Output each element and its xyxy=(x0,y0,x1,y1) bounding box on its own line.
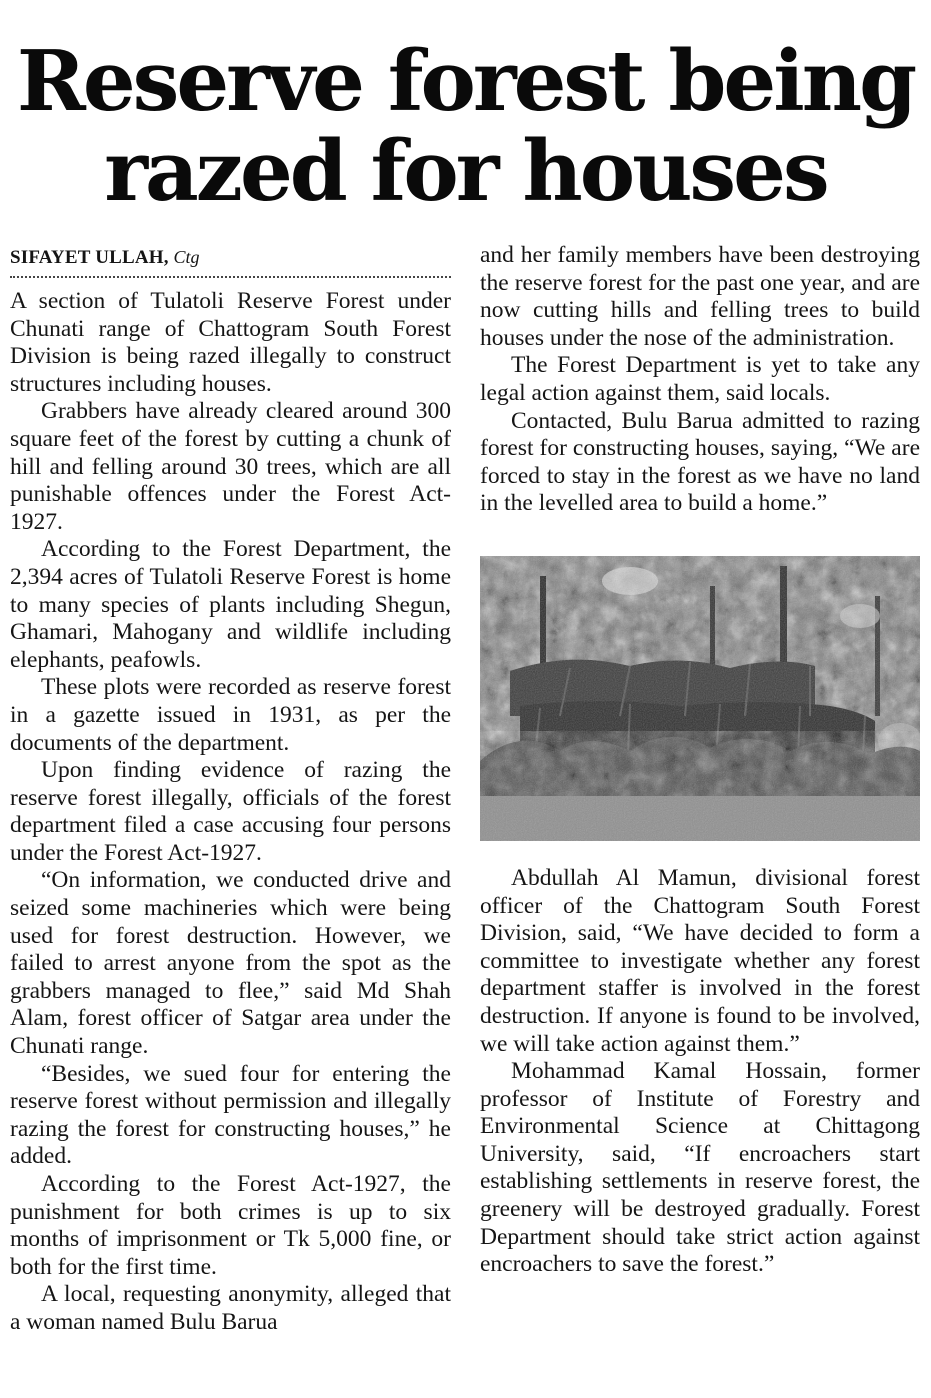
paragraph: Abdullah Al Mamun, divisional forest officer of the Chattogram South Forest Division, said, “We have decided to form a committee to investigate whether any forest department staffer is involved in the forest destruction. If anyone is found to be involved, we will take action against them.” xyxy=(480,864,920,1057)
paragraph: A section of Tulatoli Reserve Forest under Chunati range of Chattogram South Forest Division is being razed illegally to construct structures including houses. xyxy=(10,288,451,397)
paragraph: “On information, we conducted drive and seized some machineries which were being used for forest destruction. However, we failed to arrest anyone from the spot as the grabbers managed to flee,” said Md Shah Alam, forest officer of Satgar area under the Chunati range. xyxy=(10,867,451,1060)
forest-tarp-photo xyxy=(480,556,920,841)
left-column xyxy=(10,242,451,1337)
article-photo xyxy=(480,556,920,841)
paragraph: According to the Forest Department, the 2,394 acres of Tulatoli Reserve Forest is home to many species of plants including Shegun, Ghamari, Mahogany and wildlife including elephants, peafowls. xyxy=(10,536,451,673)
headline-line-2: razed for houses xyxy=(104,122,827,220)
headline-line-1: Reserve forest being xyxy=(16,32,915,130)
paragraph: “Besides, we sued four for entering the reserve forest without permission and illegally razing the forest for constructing houses,” he added. xyxy=(10,1060,451,1170)
paragraph: Contacted, Bulu Barua admitted to razing forest for constructing houses, saying, “We are forced to stay in the forest as we have no land in the levelled area to build a home.” xyxy=(480,407,920,517)
byline-author: SIFAYET ULLAH, xyxy=(10,247,169,268)
byline xyxy=(10,242,451,278)
paragraph: The Forest Department is yet to take any legal action against them, said locals. xyxy=(480,352,920,406)
paragraph: These plots were recorded as reserve forest in a gazette issued in 1931, as per the documents of the department. xyxy=(10,674,451,756)
paragraph: Grabbers have already cleared around 300 square feet of the forest by cutting a chunk of hill and felling around 30 trees, which are all punishable offences under the Forest Act-1927. xyxy=(10,398,451,535)
byline-location: Ctg xyxy=(173,247,200,267)
paragraph: Upon finding evidence of razing the reserve forest illegally, officials of the forest department filed a case accusing four persons under the Forest Act-1927. xyxy=(10,757,451,866)
headline xyxy=(0,32,931,220)
paragraph: and her family members have been destroying the reserve forest for the past one year, and are now cutting hills and felling trees to build houses under the nose of the administration. xyxy=(480,242,920,351)
paragraph: A local, requesting anonymity, alleged that a woman named Bulu Barua xyxy=(10,1281,451,1335)
paragraph: Mohammad Kamal Hossain, former professor of Institute of Forestry and Environmental Science at Chittagong University, said, “If encroachers start establishing settlements in reserve forest, the greenery will be destroyed gradually. Forest Department should take strict action against encroachers to save the forest.” xyxy=(480,1058,920,1278)
right-column xyxy=(480,242,920,1279)
paragraph: According to the Forest Act-1927, the punishment for both crimes is up to six months of imprisonment or Tk 5,000 fine, or both for the first time. xyxy=(10,1171,451,1280)
